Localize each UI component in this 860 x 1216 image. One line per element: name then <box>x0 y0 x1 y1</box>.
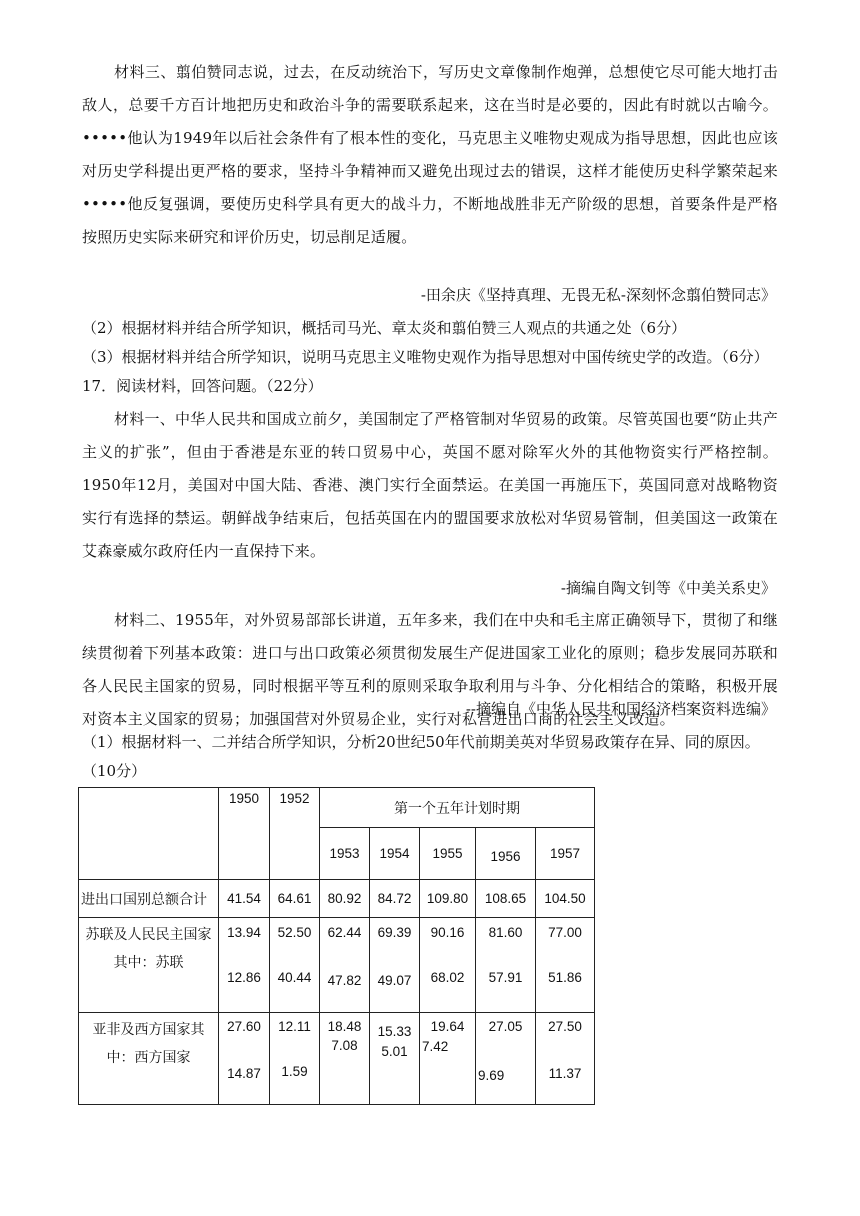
west-1955: 19.64 7.42 <box>420 1013 476 1105</box>
soviet-1952: 52.50 40.44 <box>270 918 320 1013</box>
soviet-1956: 81.60 57.91 <box>476 918 536 1013</box>
header-first-five-year-plan: 第一个五年计划时期 <box>320 788 595 828</box>
total-1957: 104.50 <box>536 880 595 918</box>
row-label-soviet <box>79 918 219 1013</box>
table-row-soviet <box>79 918 595 1013</box>
west-1950: 27.60 14.87 <box>219 1013 270 1105</box>
trade-data-table <box>78 787 595 1105</box>
question-2: （2）根据材料并结合所学知识，概括司马光、章太炎和翦伯赞三人观点的共通之处（6分） <box>82 319 687 337</box>
row-label-west-line-1: 亚非及西方国家其 <box>92 1022 205 1038</box>
west-1954: 15.33 5.01 <box>370 1013 420 1105</box>
header-year-1950: 1950 <box>219 788 270 880</box>
header-year-1954: 1954 <box>370 828 420 880</box>
west-1957: 27.50 11.37 <box>536 1013 595 1105</box>
row-label-total: 进出口国别总额合计 <box>79 880 219 918</box>
total-1952: 64.61 <box>270 880 320 918</box>
question-17-heading: 17．阅读材料，回答问题。（22分） <box>82 377 323 395</box>
header-year-1956: 1956 <box>476 828 536 880</box>
header-year-1957: 1957 <box>536 828 595 880</box>
west-1953: 18.48 7.08 <box>320 1013 370 1105</box>
material-1-paragraph: 材料一、中华人民共和国成立前夕，美国制定了严格管制对华贸易的政策。尽管英国也要“防止共产主义的扩张”，但由于香港是东亚的转口贸易中心，英国不愿对除军火外的其他物资实行严格控制。1950年12月，美国对中国大陆、香港、澳门实行全面禁运。在美国一再施压下，英国同意对战略物资实行有选择的禁运。朝鲜战争结束后，包括英国在内的盟国要求放松对华贸易管制，但美国这一政策在艾森豪威尔政府任内一直保持下来。 <box>82 410 778 560</box>
material-2-paragraph: 材料二、1955年，对外贸易部部长讲道，五年多来，我们在中央和毛主席正确领导下，贯彻了和继续贯彻着下列基本政策：进口与出口政策必须贯彻发展生产促进国家工业化的原则；稳步发展同苏联和各人民民主国家的贸易，同时根据平等互利的原则采取争取利用与斗争、分化相结合的策略，积极开展对资本主义国家的贸易；加强国营对外贸易企业，实行对私营进出口商的社会主义改造。 <box>82 611 778 728</box>
soviet-1957: 77.00 51.86 <box>536 918 595 1013</box>
total-1953: 80.92 <box>320 880 370 918</box>
total-1956: 108.65 <box>476 880 536 918</box>
west-1956: 27.05 9.69 <box>476 1013 536 1105</box>
west-1952: 12.11 1.59 <box>270 1013 320 1105</box>
question-3: （3）根据材料并结合所学知识，说明马克思主义唯物史观作为指导思想对中国传统史学的改造。（6分） <box>82 348 769 366</box>
total-1954: 84.72 <box>370 880 420 918</box>
soviet-1955: 90.16 68.02 <box>420 918 476 1013</box>
row-label-west <box>79 1013 219 1105</box>
header-year-1952: 1952 <box>270 788 320 880</box>
total-1955: 109.80 <box>420 880 476 918</box>
table-row-total <box>79 880 595 918</box>
material-3-source: -田余庆《坚持真理、无畏无私-深刻怀念翦伯赞同志》 <box>420 286 776 304</box>
header-row-1 <box>79 788 595 828</box>
material-1-source: -摘编自陶文钊等《中美关系史》 <box>560 579 776 597</box>
soviet-1950: 13.94 12.86 <box>219 918 270 1013</box>
row-label-soviet-line-1: 苏联及人民民主国家 <box>85 927 212 943</box>
row-label-west-line-2: 中：西方国家 <box>106 1050 191 1066</box>
material-2-source: --摘编自《中华人民共和国经济档案资料选编》 <box>465 700 776 718</box>
soviet-1953: 62.44 47.82 <box>320 918 370 1013</box>
question-1-line-1: （1）根据材料一、二并结合所学知识，分析20世纪50年代前期美英对华贸易政策存在异、同的原因。 <box>82 733 760 751</box>
soviet-1954: 69.39 49.07 <box>370 918 420 1013</box>
header-year-1955: 1955 <box>420 828 476 880</box>
table-row-west <box>79 1013 595 1105</box>
header-blank-cell <box>79 788 219 880</box>
header-year-1953: 1953 <box>320 828 370 880</box>
material-3-paragraph: 材料三、翦伯赞同志说，过去，在反动统治下，写历史文章像制作炮弹，总想使它尽可能大地打击敌人，总要千方百计地把历史和政治斗争的需要联系起来，这在当时是必要的，因此有时就以古喻今。•••••他认为1949年以后社会条件有了根本性的变化，马克思主义唯物史观成为指导思想，因此也应该对历史学科提出更严格的要求，坚持斗争精神而又避免出现过去的错误，这样才能使历史科学繁荣起来•••••他反复强调，要使历史科学具有更大的战斗力，不断地战胜非无产阶级的思想，首要条件是严格按照历史实际来研究和评价历史，切忌削足适履。 <box>82 63 778 246</box>
row-label-soviet-line-2: 其中：苏联 <box>113 955 184 971</box>
total-1950: 41.54 <box>219 880 270 918</box>
question-1-line-2: （10分） <box>82 762 147 780</box>
